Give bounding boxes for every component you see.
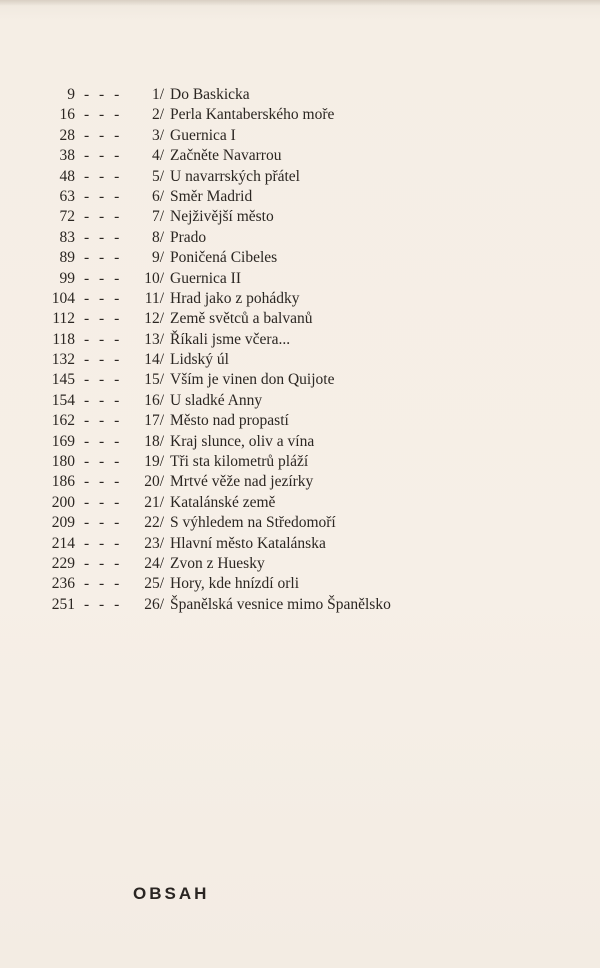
- toc-chapter-number: 16/: [144, 391, 164, 409]
- toc-entry: [0, 452, 600, 472]
- toc-entry: [0, 554, 600, 574]
- toc-entry: [0, 309, 600, 329]
- toc-entry: [0, 289, 600, 309]
- toc-leader-dashes: - - -: [84, 289, 123, 307]
- toc-leader-dashes: - - -: [84, 187, 123, 205]
- toc-chapter-number: 15/: [144, 371, 164, 389]
- toc-chapter-number: 1/: [151, 86, 164, 103]
- toc-page-number: 9: [67, 86, 75, 103]
- toc-page-number: 63: [59, 187, 75, 205]
- toc-leader-dashes: - - -: [84, 473, 123, 491]
- toc-entry: [0, 513, 600, 533]
- toc-leader-dashes: - - -: [84, 453, 123, 471]
- toc-leader-dashes: - - -: [84, 351, 123, 369]
- toc-chapter-number: 7/: [151, 208, 164, 226]
- toc-page-number: 89: [59, 249, 75, 267]
- toc-page-number: 236: [51, 575, 75, 593]
- toc-page-number: 132: [51, 351, 75, 369]
- toc-page-number: 83: [59, 228, 75, 246]
- toc-page-number: 104: [51, 289, 75, 307]
- toc-chapter-title: Guernica I: [170, 126, 236, 144]
- toc-chapter-title: Do Baskicka: [170, 86, 250, 103]
- toc-chapter-title: Mrtvé věže nad jezírky: [170, 473, 314, 491]
- toc-page-number: 162: [51, 412, 75, 430]
- toc-entry: [0, 391, 600, 411]
- toc-leader-dashes: - - -: [84, 310, 123, 328]
- toc-chapter-title: U navarrských přátel: [170, 167, 300, 185]
- toc-chapter-number: 18/: [144, 432, 164, 450]
- toc-entry: [0, 534, 600, 554]
- toc-chapter-number: 3/: [151, 126, 164, 144]
- toc-page-number: 16: [59, 106, 75, 124]
- toc-page-number: 145: [51, 371, 75, 389]
- toc-chapter-number: 25/: [144, 575, 164, 593]
- toc-chapter-number: 21/: [144, 493, 164, 511]
- toc-leader-dashes: - - -: [84, 167, 123, 185]
- toc-chapter-number: 17/: [144, 412, 164, 430]
- toc-chapter-title: Poničená Cibeles: [170, 249, 278, 267]
- toc-page-number: 154: [51, 391, 75, 409]
- toc-leader-dashes: - - -: [84, 514, 123, 532]
- toc-leader-dashes: - - -: [84, 249, 123, 267]
- toc-leader-dashes: - - -: [84, 412, 123, 430]
- toc-page-number: 214: [51, 534, 75, 552]
- toc-chapter-title: S výhledem na Středomoří: [170, 514, 336, 532]
- toc-entry: [0, 207, 600, 227]
- toc-chapter-number: 9/: [151, 249, 164, 267]
- toc-chapter-number: 19/: [144, 453, 164, 471]
- toc-chapter-title: Katalánské země: [170, 493, 276, 511]
- toc-leader-dashes: - - -: [84, 493, 123, 511]
- toc-chapter-number: 26/: [144, 595, 164, 613]
- toc-page-number: 251: [51, 595, 75, 613]
- toc-entry: [0, 595, 600, 615]
- toc-leader-dashes: - - -: [84, 228, 123, 246]
- toc-chapter-title: Španělská vesnice mimo Španělsko: [170, 595, 391, 613]
- toc-chapter-title: Perla Kantaberského moře: [170, 106, 335, 124]
- toc-leader-dashes: - - -: [84, 147, 123, 165]
- toc-chapter-number: 5/: [151, 167, 164, 185]
- toc-leader-dashes: - - -: [84, 534, 123, 552]
- toc-page-number: 72: [59, 208, 75, 226]
- toc-leader-dashes: - - -: [84, 208, 123, 226]
- toc-entry: [0, 85, 600, 105]
- toc-chapter-number: 24/: [144, 554, 164, 572]
- toc-leader-dashes: - - -: [84, 86, 123, 103]
- toc-entry: [0, 411, 600, 431]
- toc-chapter-title: Směr Madrid: [170, 187, 253, 205]
- toc-leader-dashes: - - -: [84, 269, 123, 287]
- toc-chapter-title: Začněte Navarrou: [170, 147, 282, 165]
- page-top-edge: [0, 0, 600, 6]
- toc-chapter-title: Tři sta kilometrů pláží: [170, 453, 309, 471]
- toc-leader-dashes: - - -: [84, 371, 123, 389]
- toc-chapter-title: Vším je vinen don Quijote: [170, 371, 335, 389]
- toc-page-number: 186: [51, 473, 75, 491]
- toc-entry: [0, 330, 600, 350]
- toc-entry: [0, 167, 600, 187]
- toc-chapter-title: Zvon z Huesky: [170, 554, 265, 572]
- toc-page-number: 169: [51, 432, 75, 450]
- toc-chapter-number: 23/: [144, 534, 164, 552]
- toc-entry: [0, 228, 600, 248]
- toc-chapter-title: Říkali jsme včera...: [170, 330, 291, 348]
- toc-leader-dashes: - - -: [84, 432, 123, 450]
- toc-page-number: 209: [51, 514, 75, 532]
- toc-page-number: 38: [59, 147, 75, 165]
- toc-entry: [0, 370, 600, 390]
- toc-chapter-title: Hlavní město Katalánska: [170, 534, 326, 552]
- toc-chapter-number: 22/: [144, 514, 164, 532]
- toc-chapter-number: 14/: [144, 351, 164, 369]
- toc-chapter-title: Prado: [170, 228, 207, 246]
- toc-chapter-number: 13/: [144, 330, 164, 348]
- toc-entry: [0, 146, 600, 166]
- toc-chapter-title: U sladké Anny: [170, 391, 263, 409]
- toc-leader-dashes: - - -: [84, 106, 123, 124]
- toc-page-number: 180: [51, 453, 75, 471]
- toc-page-number: 28: [59, 126, 75, 144]
- toc-leader-dashes: - - -: [84, 330, 123, 348]
- toc-page-number: 99: [59, 269, 75, 287]
- toc-entry: [0, 105, 600, 125]
- toc-chapter-number: 6/: [151, 187, 164, 205]
- toc-leader-dashes: - - -: [84, 126, 123, 144]
- toc-leader-dashes: - - -: [84, 554, 123, 572]
- toc-entry: [0, 248, 600, 268]
- toc-entry: [0, 126, 600, 146]
- toc-chapter-number: 10/: [144, 269, 164, 287]
- toc-entry: [0, 350, 600, 370]
- toc-entry: [0, 432, 600, 452]
- toc-leader-dashes: - - -: [84, 575, 123, 593]
- toc-chapter-title: Hory, kde hnízdí orli: [170, 575, 299, 593]
- toc-entry: [0, 493, 600, 513]
- toc-chapter-number: 12/: [144, 310, 164, 328]
- toc-chapter-title: Země světců a balvanů: [170, 310, 313, 328]
- toc-entry: [0, 472, 600, 492]
- toc-chapter-number: 2/: [151, 106, 164, 124]
- toc-page-number: 200: [51, 493, 75, 511]
- toc-page-number: 229: [51, 554, 75, 572]
- toc-chapter-number: 4/: [151, 147, 164, 165]
- toc-chapter-title: Guernica II: [170, 269, 241, 287]
- toc-entry: [0, 574, 600, 594]
- toc-leader-dashes: - - -: [84, 391, 123, 409]
- toc-leader-dashes: - - -: [84, 595, 123, 613]
- toc-chapter-title: Město nad propastí: [170, 412, 289, 430]
- toc-chapter-number: 8/: [151, 228, 164, 246]
- toc-chapter-number: 20/: [144, 473, 164, 491]
- toc-entry: [0, 269, 600, 289]
- toc-chapter-title: Nejživější město: [170, 208, 274, 226]
- toc-chapter-title: Lidský úl: [170, 351, 229, 369]
- toc-chapter-title: Kraj slunce, oliv a vína: [170, 432, 315, 450]
- toc-page-number: 112: [52, 310, 75, 328]
- table-of-contents: [0, 85, 600, 615]
- toc-page-number: 48: [59, 167, 75, 185]
- toc-page-number: 118: [52, 330, 75, 348]
- toc-chapter-number: 11/: [144, 289, 164, 307]
- toc-entry: [0, 187, 600, 207]
- page-heading: OBSAH: [133, 884, 210, 903]
- toc-chapter-title: Hrad jako z pohádky: [170, 289, 300, 307]
